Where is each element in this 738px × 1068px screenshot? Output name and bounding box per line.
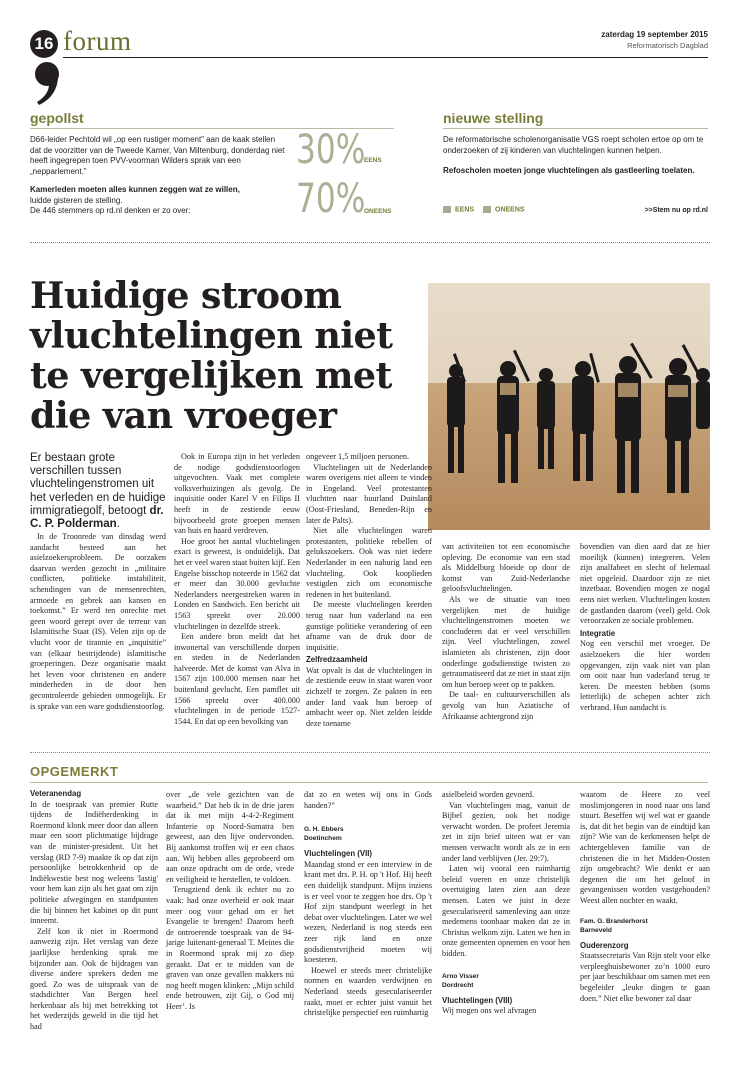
poll-respondents: De 446 stemmers op rd.nl denken er zo over: — [30, 206, 191, 215]
new-statement-rule — [443, 128, 708, 129]
article-column-3: ongeveer 1,5 miljoen personen. Vluchtelingen uit de Nederlanden waren overigens niet alleen te vinden in Engeland. Veel protestanten vluchtten naar buurland Duitsland (Oost-Friesland, Beneden-Rijn en later de Palts). Niet alle vluchtelingen waren protestanten, politieke rebellen of gelukszoekers. Ook was niet iedere Nederlander in een naburig land een vluchteling. Ook kooplieden vestigden zich om economische redenen in het buitenland. De meeste vluchtelingen keerden terug naar hun vaderland na een gunstige politieke verandering of een afname van de druk door de inquisitie. Zelfredzaamheid Wat opvalt is dat de vluchtelingen in de zestiende eeuw in staat waren voor zichzelf te zorgen. Ze pakten in een ander land vaak hun beroep of ambacht weer op. Niet zelden leidde deze toename — [306, 452, 432, 728]
divider — [30, 242, 710, 243]
letters-column-3: dat zo en weten wij ons in Gods handen?” G. H. Ebbers Doetinchem Vluchtelingen (VII) Maandag stond er een interview in de krant met drs. P. H. op 't Hof. Hij heeft een duidelijk standpunt. Mijns inziens is er veel voor te zeggen hoe drs. Op 't Hof zijn standpunt weerlegt in het debat over vluchtelingen. Later we wel wezen, Nederland is nog steeds een zeer rijk land en onze godsdienstvrijheid moeten wij koesteren. Hoewel er steeds meer christelijke normen en waarden verdwijnen en Nederland steeds geseculariseerder raakt, moet er echter juist vanuit het christelijke perspectief een ruimhartig — [304, 790, 432, 1018]
letter-signature-place: Dordrecht — [442, 981, 474, 989]
letters-column-2: over „de vele gezichten van de waarheid.” Dat heb ik in de drie jaren dat ik met mijn 4-4-2-Regiment Infanterie op Noord-Sumatra ben geweest, aan den lijve ondervonden. Bij aankomst troffen wij er een chaos aan. Wij hebben alles geprobeerd om aan onze opdracht om de orde, vrede en veiligheid te herstellen, te voldoen. Terugziend denk ik echter nu zo vaak: had onze overheid er ook maar meer oog voor gehad om er het Evangelie te brengen! Daarom heeft de ontroerende toespraak van de 94-jarige luitenant-generaal T. Meines die in Roermond sprak mij zo diep geraakt. Dat er te midden van de graven van onze gevallen makkers nú nog heeft mogen klinken: „Mijn schild ende betrouwen, zijt Gij, o God mij Heer’. Is — [166, 790, 294, 1011]
article-lead: Er bestaan grote verschillen tussen vluchtelingenstromen uit het verleden en de huidige immigratiegolf, betoogt dr. C. P. Polderman. — [30, 452, 166, 531]
article-column-4: van activiteiten tot een economische opleving. De economie van een stad als Middelburg bloeide op door de komst van Zuid-Nederlandse geloofsvluchtelingen. Als we de situatie van toen vergelijken met de huidige vluchtelingenstromen moeten we concluderen dat er veel verschillen zijn. Veel vluchtelingen, zowel islamieten als christenen, zijn door onderlinge godsdienstige twisten zo getraumatiseerd dat ze niet in staat zijn om hun beroep weer op te pakken. De taal- en cultuurverschillen als gevolg van hun Aziatische of Afrikaanse achtergrond zijn — [442, 542, 570, 721]
vote-option-disagree[interactable]: ONEENS — [483, 206, 525, 213]
poll-agree-value: 30% — [296, 127, 366, 173]
vote-link[interactable]: >>Stem nu op rd.nl — [644, 207, 708, 214]
checkbox-icon — [483, 206, 491, 213]
article-photo — [428, 283, 710, 530]
letters-title: OPGEMERKT — [30, 764, 119, 779]
letters-column-5: waarom de Heere zo veel moslimjongeren in nood naar ons land stuurt. Beseffen wij wel wat er gaande is, dat dit het begin van de eindtijd kan zijn? Wie van de kerkmensen helpt de achtergebleven familie van de christenen die in het Midden-Oosten zijn omgebracht? Wie denkt er aan degenen die om het geloof in gevangenissen worden vastgehouden? Weest allen nuchter en waakt. Fam. G. Branderhorst Barneveld Ouderenzorg Staatssecretaris Van Rijn stelt voor elke verpleeghuisbewoner zo’n 1000 euro per jaar beschikbaar om samen met een begeleider „leuke dingen te gaan doen.” Niet elke bewoner zal daar — [580, 790, 710, 1003]
new-statement-title: nieuwe stelling — [443, 110, 544, 126]
header-date: zaterdag 19 september 2015 — [601, 30, 708, 39]
letter-heading: Vluchtelingen (VII) — [304, 849, 373, 859]
section-title: forum — [63, 26, 132, 56]
subheading: Integratie — [580, 628, 616, 638]
letter-signature-place: Doetinchem — [304, 835, 342, 843]
divider — [30, 752, 710, 753]
letter-heading: Veteranendag — [30, 789, 82, 798]
letter-signature-name: Fam. G. Branderhorst — [580, 917, 648, 925]
page-number-badge: 16 — [30, 30, 58, 58]
article-column-1: In de Troonrede van dinsdag werd aandacht besteed aan het asielzoekersprobleem. De oorzaken daarvan werden gezocht in „militaire conflicten, politieke instabiliteit, schendingen van de mensenrechten, armoede en gebrek aan kansen en toekomst.” Er werd ten onrechte met geen woord gerept over de terreur van Islamitische Staat (IS). Velen zijn op de vlucht voor de tirannie en „inquisitie” van (elkaar bestrijdende) islamitische groeperingen. Deze organisatie maakt het leven voor christenen en andere minderheden in de door hen gecontroleerde gebieden onmogelijk. Er is sprake van een ware godsdienstoorlog. — [30, 532, 166, 711]
header-paper: Reformatorisch Dagblad — [627, 41, 708, 50]
letters-rule — [30, 782, 708, 783]
letter-heading: Vluchtelingen (VIII) — [442, 995, 513, 1005]
article-headline: Huidige stroom vluchtelingen niet te vergelijken met die van vroeger — [30, 274, 393, 437]
article-column-5: bovendien van dien aard dat ze hier moeilijk (kunnen) integreren. Velen zijn analfabeet en slecht of helemaal niet opgeleid. Daardoor zijn ze niet inzetbaar. Bovendien mogen ze nogal eens niet werken. Vluchtelingen kosten de gastlanden daarom (veel) geld. Ook veroorzaken ze sociale problemen. Integratie Nog een verschil met vroeger. De asielzoekers die hier worden opgevangen, zijn vaak niet van plan om ooit naar hun vaderland terug te keren. De meesten hebben (soms letterlijk) de schepen achter zich verbrand. Hun aandacht is — [580, 542, 710, 712]
letters-column-4: asielbeleid worden gevoerd. Van vluchtelingen mag, vanuit de Bijbel gezien, ook het nodige verwacht worden. De profeet Jeremia zet in zijn brief uiteen wat er van mensen verwacht wordt als ze in een ander land verblijven (Jer. 29:7). Laten wij vooral een ruimhartig beleid voeren en onze christelijk overtuiging laten zien aan deze mensen. Laten we juist in deze geseculariseerd samenleving aan onze medemens toonbaar maken dat ze in Christus welkom zijn. Laten we hen in onze gemeenten opnemen en voor hen bidden. Arno Visser Dordrecht Vluchtelingen (VIII) Wij mogen ons wel afvragen — [442, 790, 570, 1016]
letter-heading: Ouderenzorg — [580, 940, 629, 950]
article-column-2: Ook in Europa zijn in het verleden de nodige godsdienstoorlogen uitgevochten. Vaak met complete volksverhuizingen als gevolg. De inquisitie onder Karel V en Filips II heeft in de zestiende eeuw bijvoorbeeld grote groepen mensen van huis en haard verdreven. Hoe groot het aantal vluchtelingen exact is geweest, is onduidelijk. Dat het er veel waren staat buiten kijf. Een Engelse bisschop noteerde in 1562 dat er meer dan 30.000 gevluchte Nederlanders neergestreken waren in Londen en Sandwich. Een bericht uit 1563 spreekt over 20.000 vluchtelingen in dezelfde streek. Een andere bron meldt dat het inwonertal van verschillende dorpen en steden in de Nederlanden halveerde. Met de komst van Alva in 1567 zijn 100.000 mensen naar het buitenland gevlucht. Een pamflet uit 1566 spreekt over 400.000 vluchtelingen in de periode 1527-1544. En dat op een bevolking van — [174, 452, 300, 726]
letter-signature-place: Barneveld — [580, 926, 612, 934]
poll-intro: D66-leider Pechtold wil „op een rustiger moment” aan de kaak stellen dat de voorzitter van de Tweede Kamer, Van Miltenburg, donderdag niet heeft ingegrepen toen PVV-voorman Wilders sprak van een „nepparlement.” — [30, 135, 285, 176]
letter-signature-name: Arno Visser — [442, 972, 479, 980]
vote-option-agree[interactable]: EENS — [443, 206, 474, 213]
poll-statement: Kamerleden moeten alles kunnen zeggen wat ze willen, — [30, 185, 240, 194]
poll-disagree-label: ONEENS — [364, 208, 392, 215]
letter-signature-name: G. H. Ebbers — [304, 826, 344, 834]
letters-column-1: Veteranendag In de toespraak van premier Rutte tijdens de Indiëherdenking in Roermond klonk meer door dan alleen maar een soort plichtmatige bijdrage van de minister-president. Uit het verslag (RD 7-9) maakte ik op dat zijn persoonlijke betrokkenheid op de Indiëkwestie best nog weleens 'lastig' voor hem kan zijn als het gaat om zijn politieke afwegingen en standpunten die hij binnen het kabinet op dit punt inneemt. Zelf kon ik niet in Roermond aanwezig zijn. Het verslag van deze jaarlijkse herdenking sprak me bijzonder aan. Ook de bijdragen van diverse andere sprekers deden me goed. Zo was de uitspraak van de stadsdichter Van Bergen heel herkenbaar als hij met betrekking tot het wederzijds geweld in die tijd het had — [30, 789, 158, 1032]
subheading: Zelfredzaamheid — [306, 655, 368, 665]
poll-title: gepollst — [30, 110, 84, 126]
new-statement-question: Refoscholen moeten jonge vluchtelingen als gastleerling toelaten. — [443, 166, 695, 175]
article-author: dr. C. P. Polderman — [30, 504, 164, 531]
checkbox-icon — [443, 206, 451, 213]
header-rule — [63, 57, 708, 58]
new-statement-text: De reformatorische scholenorganisatie VGS roept scholen ertoe op om te onderzoeken of zij kinderen van vluchtelingen kunnen helpen. — [443, 135, 704, 155]
poll-agree-label: EENS — [364, 157, 382, 164]
poll-statement-rest: luidde gisteren de stelling. — [30, 196, 123, 205]
comma-logo-icon — [32, 60, 62, 106]
poll-disagree-value: 70% — [296, 176, 366, 222]
